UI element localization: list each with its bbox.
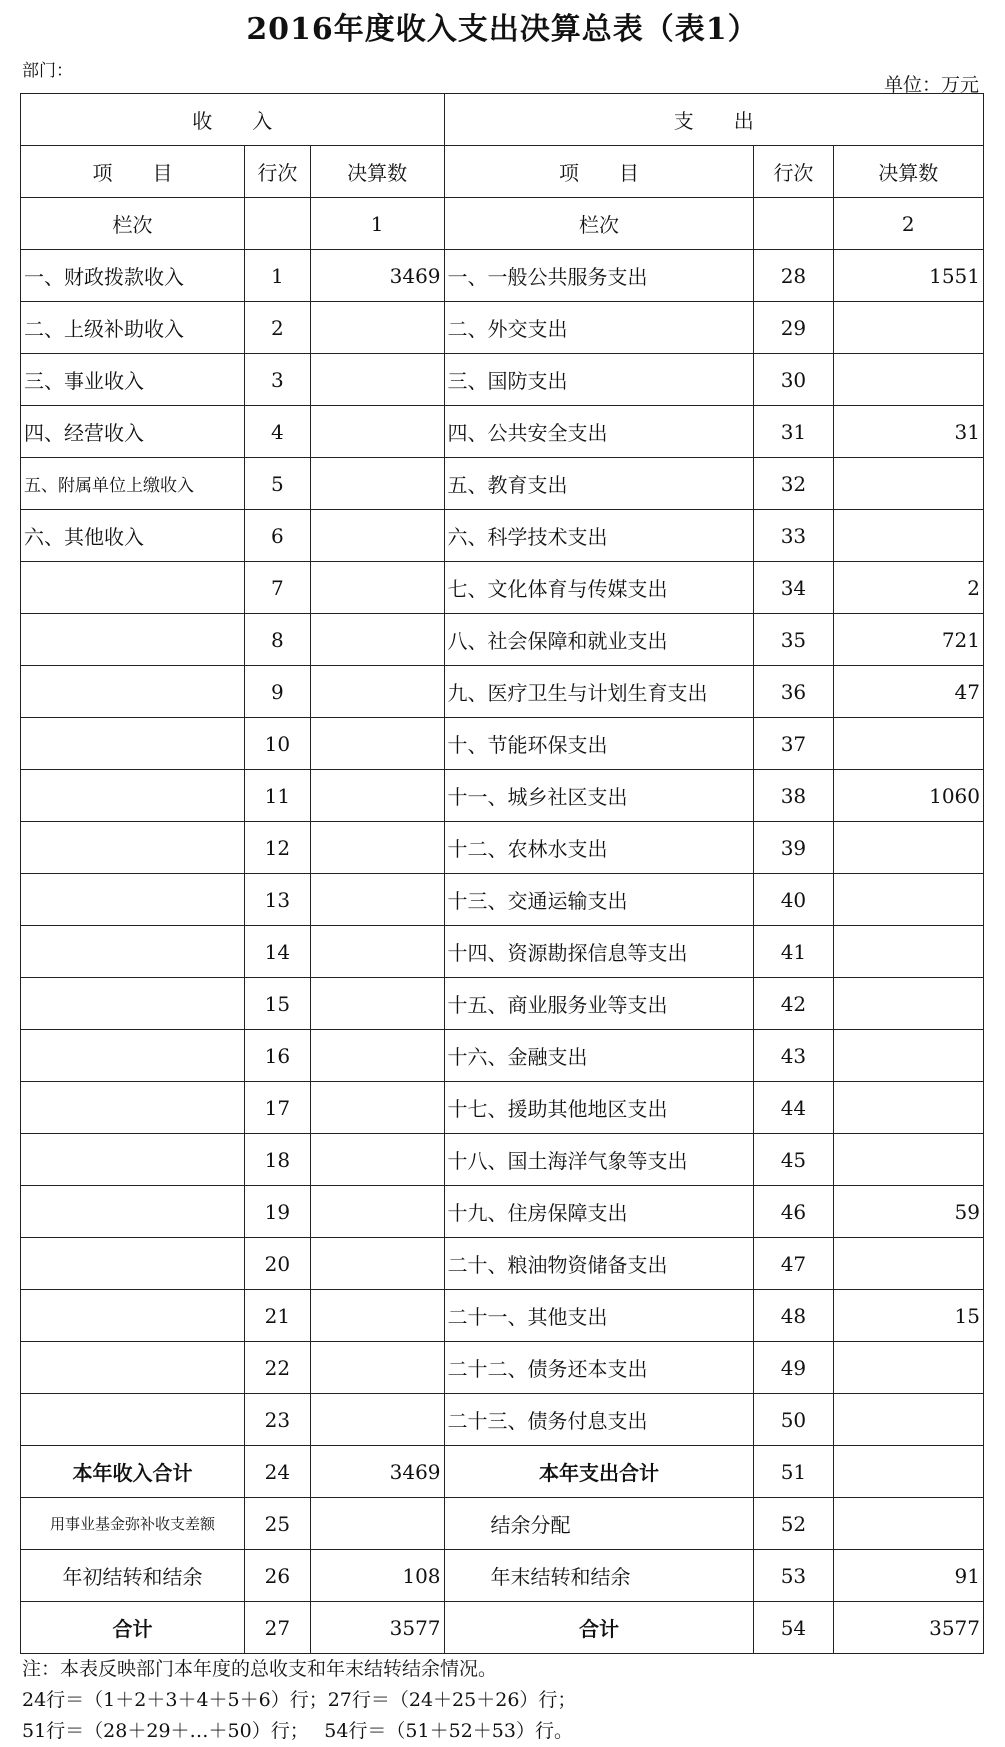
income-col-label: 栏次: [21, 198, 245, 250]
expense-amount-cell: [833, 1394, 984, 1446]
income-rowno-cell: 16: [245, 1030, 311, 1082]
expense-item-cell: 十三、交通运输支出: [444, 874, 754, 926]
column-header-row: [21, 146, 984, 198]
expense-amount-cell: 3577: [833, 1602, 984, 1654]
note-line: 51行＝（28＋29＋…＋50）行； 54行＝（51＋52＋53）行。: [22, 1720, 573, 1742]
income-item-cell: [21, 1186, 245, 1238]
expense-rowno-cell: 29: [754, 302, 833, 354]
expense-amount-cell: [833, 1030, 984, 1082]
table-row: [21, 718, 984, 770]
income-item-cell: [21, 1342, 245, 1394]
income-rowno-cell: 13: [245, 874, 311, 926]
expense-amount-cell: 721: [833, 614, 984, 666]
income-amount-cell: [310, 1290, 444, 1342]
income-rowno-cell: 21: [245, 1290, 311, 1342]
table-row: [21, 510, 984, 562]
table-row: [21, 666, 984, 718]
income-item-cell: [21, 562, 245, 614]
expense-item-cell: 一、一般公共服务支出: [444, 250, 754, 302]
expense-rowno-cell: 40: [754, 874, 833, 926]
income-amount-cell: [310, 1238, 444, 1290]
expense-rowno-cell: 43: [754, 1030, 833, 1082]
income-amount-cell: [310, 562, 444, 614]
income-amount-cell: 108: [310, 1550, 444, 1602]
income-rowno-cell: 18: [245, 1134, 311, 1186]
expense-item-cell: 十九、住房保障支出: [444, 1186, 754, 1238]
expense-summary-item-cell: 结余分配: [444, 1498, 754, 1550]
income-item-cell: [21, 1238, 245, 1290]
income-item-cell: [21, 614, 245, 666]
expense-item-cell: 十八、国土海洋气象等支出: [444, 1134, 754, 1186]
expense-col-label: 栏次: [444, 198, 754, 250]
expense-item-cell: 二十三、债务付息支出: [444, 1394, 754, 1446]
income-summary-item-cell: 用事业基金弥补收支差额: [21, 1498, 245, 1550]
income-item-cell: 六、其他收入: [21, 510, 245, 562]
income-amount-cell: [310, 1134, 444, 1186]
summary-row: [21, 1446, 984, 1498]
income-amount-cell: [310, 666, 444, 718]
income-item-cell: 三、事业收入: [21, 354, 245, 406]
income-amount-header: 决算数: [310, 146, 444, 198]
income-item-cell: 二、上级补助收入: [21, 302, 245, 354]
expense-amount-cell: [833, 926, 984, 978]
table-row: [21, 1342, 984, 1394]
income-rowno-cell: 6: [245, 510, 311, 562]
expense-rowno-header: 行次: [754, 146, 833, 198]
expense-amount-cell: [833, 822, 984, 874]
expense-rowno-cell: 30: [754, 354, 833, 406]
expense-item-header: 项 目: [444, 146, 754, 198]
income-rowno-cell: 19: [245, 1186, 311, 1238]
expense-item-cell: 四、公共安全支出: [444, 406, 754, 458]
expense-item-cell: 十、节能环保支出: [444, 718, 754, 770]
income-item-cell: [21, 1030, 245, 1082]
income-item-cell: [21, 1394, 245, 1446]
expense-amount-cell: 31: [833, 406, 984, 458]
income-summary-item-cell: 年初结转和结余: [21, 1550, 245, 1602]
income-amount-cell: [310, 718, 444, 770]
summary-row: [21, 1498, 984, 1550]
income-summary-item-cell: 本年收入合计: [21, 1446, 245, 1498]
table-row: [21, 1290, 984, 1342]
expense-item-cell: 二十、粮油物资储备支出: [444, 1238, 754, 1290]
expense-amount-cell: [833, 1238, 984, 1290]
expense-item-cell: 十七、援助其他地区支出: [444, 1082, 754, 1134]
income-rowno-cell: 9: [245, 666, 311, 718]
income-summary-item-cell: 合计: [21, 1602, 245, 1654]
income-rowno-cell: 20: [245, 1238, 311, 1290]
expense-rowno-cell: 51: [754, 1446, 833, 1498]
expense-item-cell: 六、科学技术支出: [444, 510, 754, 562]
table-row: [21, 302, 984, 354]
income-amount-cell: 3469: [310, 1446, 444, 1498]
income-rowno-cell: 8: [245, 614, 311, 666]
expense-summary-item-cell: 本年支出合计: [444, 1446, 754, 1498]
income-amount-cell: [310, 614, 444, 666]
table-row: [21, 354, 984, 406]
expense-amount-cell: [833, 874, 984, 926]
expense-item-cell: 三、国防支出: [444, 354, 754, 406]
expense-amount-cell: 1060: [833, 770, 984, 822]
expense-rowno-cell: 38: [754, 770, 833, 822]
table-row: [21, 406, 984, 458]
income-item-cell: [21, 1290, 245, 1342]
expense-amount-cell: 2: [833, 562, 984, 614]
expense-rowno-cell: 35: [754, 614, 833, 666]
income-amount-cell: [310, 1030, 444, 1082]
expense-item-cell: 十五、商业服务业等支出: [444, 978, 754, 1030]
expense-rowno-cell: 37: [754, 718, 833, 770]
income-amount-cell: [310, 1186, 444, 1238]
expense-item-cell: 二十一、其他支出: [444, 1290, 754, 1342]
table-row: [21, 874, 984, 926]
expense-rowno-cell: 31: [754, 406, 833, 458]
expense-rowno-cell: 47: [754, 1238, 833, 1290]
expense-amount-cell: [833, 978, 984, 1030]
income-rowno-cell: 27: [245, 1602, 311, 1654]
income-rowno-cell: 17: [245, 1082, 311, 1134]
expense-item-cell: 十二、农林水支出: [444, 822, 754, 874]
income-item-cell: 一、财政拨款收入: [21, 250, 245, 302]
income-expense-table: [20, 93, 984, 1654]
income-amount-cell: [310, 1498, 444, 1550]
table-row: [21, 1082, 984, 1134]
income-amount-cell: [310, 302, 444, 354]
income-amount-cell: [310, 770, 444, 822]
table-row: [21, 562, 984, 614]
expense-item-cell: 十六、金融支出: [444, 1030, 754, 1082]
income-item-cell: 四、经营收入: [21, 406, 245, 458]
expense-group-header: 支 出: [444, 94, 983, 146]
income-rowno-cell: 14: [245, 926, 311, 978]
income-rowno-cell: 25: [245, 1498, 311, 1550]
table-row: [21, 1394, 984, 1446]
table-row: [21, 1186, 984, 1238]
expense-summary-item-cell: 年末结转和结余: [444, 1550, 754, 1602]
table-row: [21, 926, 984, 978]
income-rowno-header: 行次: [245, 146, 311, 198]
income-rowno-cell: 4: [245, 406, 311, 458]
income-group-header: 收 入: [21, 94, 445, 146]
expense-item-cell: 七、文化体育与传媒支出: [444, 562, 754, 614]
income-amount-cell: [310, 926, 444, 978]
summary-row: [21, 1602, 984, 1654]
income-amount-cell: [310, 510, 444, 562]
expense-col-blank: [754, 198, 833, 250]
expense-amount-cell: [833, 1498, 984, 1550]
expense-rowno-cell: 39: [754, 822, 833, 874]
income-item-cell: [21, 770, 245, 822]
income-rowno-cell: 12: [245, 822, 311, 874]
expense-rowno-cell: 41: [754, 926, 833, 978]
income-rowno-cell: 2: [245, 302, 311, 354]
expense-rowno-cell: 34: [754, 562, 833, 614]
income-amount-cell: 3469: [310, 250, 444, 302]
expense-rowno-cell: 36: [754, 666, 833, 718]
income-amount-cell: [310, 822, 444, 874]
income-amount-cell: [310, 354, 444, 406]
expense-rowno-cell: 54: [754, 1602, 833, 1654]
income-item-cell: [21, 874, 245, 926]
expense-rowno-cell: 49: [754, 1342, 833, 1394]
income-rowno-cell: 26: [245, 1550, 311, 1602]
income-amount-cell: [310, 458, 444, 510]
income-rowno-cell: 3: [245, 354, 311, 406]
income-item-header: 项 目: [21, 146, 245, 198]
income-rowno-cell: 5: [245, 458, 311, 510]
expense-amount-cell: [833, 1082, 984, 1134]
expense-summary-item-cell: 合计: [444, 1602, 754, 1654]
table-notes: [22, 1654, 576, 1747]
income-item-cell: 五、附属单位上缴收入: [21, 458, 245, 510]
income-rowno-cell: 11: [245, 770, 311, 822]
table-row: [21, 978, 984, 1030]
expense-amount-cell: 91: [833, 1550, 984, 1602]
income-rowno-cell: 23: [245, 1394, 311, 1446]
income-amount-cell: [310, 406, 444, 458]
income-item-cell: [21, 926, 245, 978]
department-label: 部门：: [22, 61, 73, 81]
income-col-blank: [245, 198, 311, 250]
table-row: [21, 458, 984, 510]
expense-item-cell: 二、外交支出: [444, 302, 754, 354]
expense-rowno-cell: 52: [754, 1498, 833, 1550]
income-rowno-cell: 10: [245, 718, 311, 770]
expense-amount-cell: [833, 1342, 984, 1394]
income-item-cell: [21, 1082, 245, 1134]
expense-item-cell: 二十二、债务还本支出: [444, 1342, 754, 1394]
summary-row: [21, 1550, 984, 1602]
income-rowno-cell: 22: [245, 1342, 311, 1394]
income-item-cell: [21, 978, 245, 1030]
income-col-index: 1: [310, 198, 444, 250]
column-index-row: [21, 198, 984, 250]
table-row: [21, 770, 984, 822]
income-rowno-cell: 7: [245, 562, 311, 614]
expense-rowno-cell: 45: [754, 1134, 833, 1186]
expense-rowno-cell: 42: [754, 978, 833, 1030]
expense-amount-cell: [833, 302, 984, 354]
income-amount-cell: 3577: [310, 1602, 444, 1654]
expense-amount-cell: 47: [833, 666, 984, 718]
expense-rowno-cell: 46: [754, 1186, 833, 1238]
expense-amount-cell: [833, 458, 984, 510]
expense-amount-cell: 59: [833, 1186, 984, 1238]
expense-col-index: 2: [833, 198, 984, 250]
income-item-cell: [21, 666, 245, 718]
note-line: 24行＝（1＋2＋3＋4＋5＋6）行；27行＝（24＋25＋26）行；: [22, 1689, 577, 1711]
table-row: [21, 1134, 984, 1186]
income-item-cell: [21, 1134, 245, 1186]
expense-rowno-cell: 44: [754, 1082, 833, 1134]
group-header-row: [21, 94, 984, 146]
note-line: 注：本表反映部门本年度的总收支和年末结转结余情况。: [22, 1658, 498, 1680]
expense-rowno-cell: 32: [754, 458, 833, 510]
expense-item-cell: 十四、资源勘探信息等支出: [444, 926, 754, 978]
expense-amount-cell: [833, 1446, 984, 1498]
expense-item-cell: 五、教育支出: [444, 458, 754, 510]
expense-amount-cell: [833, 1134, 984, 1186]
income-amount-cell: [310, 1394, 444, 1446]
expense-amount-header: 决算数: [833, 146, 984, 198]
expense-rowno-cell: 28: [754, 250, 833, 302]
expense-item-cell: 八、社会保障和就业支出: [444, 614, 754, 666]
expense-amount-cell: [833, 354, 984, 406]
income-item-cell: [21, 718, 245, 770]
income-amount-cell: [310, 874, 444, 926]
table-row: [21, 250, 984, 302]
expense-amount-cell: [833, 718, 984, 770]
income-rowno-cell: 1: [245, 250, 311, 302]
income-amount-cell: [310, 978, 444, 1030]
table-row: [21, 614, 984, 666]
table-row: [21, 822, 984, 874]
expense-amount-cell: [833, 510, 984, 562]
table-row: [21, 1238, 984, 1290]
table-row: [21, 1030, 984, 1082]
expense-rowno-cell: 33: [754, 510, 833, 562]
expense-item-cell: 十一、城乡社区支出: [444, 770, 754, 822]
income-item-cell: [21, 822, 245, 874]
income-rowno-cell: 15: [245, 978, 311, 1030]
expense-rowno-cell: 50: [754, 1394, 833, 1446]
expense-rowno-cell: 48: [754, 1290, 833, 1342]
unit-label: 单位：万元: [883, 74, 979, 96]
income-rowno-cell: 24: [245, 1446, 311, 1498]
expense-amount-cell: 15: [833, 1290, 984, 1342]
income-amount-cell: [310, 1082, 444, 1134]
expense-amount-cell: 1551: [833, 250, 984, 302]
expense-item-cell: 九、医疗卫生与计划生育支出: [444, 666, 754, 718]
expense-rowno-cell: 53: [754, 1550, 833, 1602]
income-amount-cell: [310, 1342, 444, 1394]
report-title: 2016年度收入支出决算总表（表1）: [246, 12, 759, 47]
